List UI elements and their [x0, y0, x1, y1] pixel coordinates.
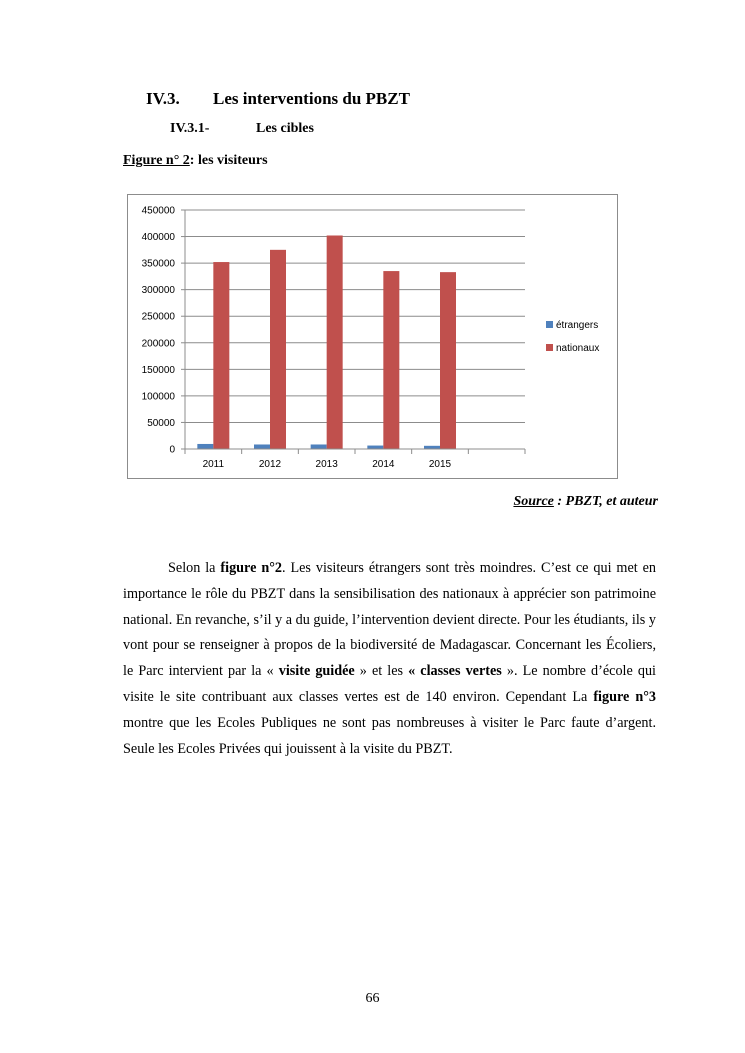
- bar-étrangers-2011: [197, 444, 213, 449]
- figure-caption: [123, 153, 268, 169]
- x-tick-label: 2012: [258, 459, 282, 470]
- page-number: 66: [365, 991, 380, 1006]
- figure-caption-text: : les visiteurs: [189, 153, 268, 168]
- subsection-title: Les cibles: [256, 121, 314, 136]
- figure-label: Figure n° 2: [123, 153, 190, 168]
- source-label: Source: [513, 494, 554, 509]
- y-tick-label: 0: [169, 444, 175, 456]
- y-tick-label: 300000: [141, 285, 175, 297]
- bar-étrangers-2014: [367, 446, 383, 449]
- figure-source: [513, 494, 658, 510]
- x-tick-label: 2011: [202, 459, 225, 470]
- legend-label-étrangers: étrangers: [556, 320, 599, 331]
- x-tick-label: 2015: [428, 459, 452, 470]
- bar-étrangers-2012: [254, 444, 270, 449]
- y-tick-label: 200000: [141, 338, 175, 350]
- y-tick-label: 250000: [141, 311, 175, 323]
- y-tick-label: 450000: [141, 205, 175, 217]
- y-tick-label: 350000: [141, 258, 175, 270]
- source-text: : PBZT, et auteur: [553, 494, 658, 509]
- x-tick-label: 2013: [315, 459, 338, 470]
- body-paragraph: [123, 556, 656, 762]
- legend-label-nationaux: nationaux: [556, 343, 600, 354]
- subsection-heading: [170, 121, 314, 137]
- y-tick-label: 150000: [141, 364, 175, 376]
- para-bold-1: figure n°2: [220, 560, 282, 576]
- legend-swatch-étrangers: [546, 321, 553, 328]
- bar-nationaux-2015: [440, 272, 456, 449]
- bar-nationaux-2011: [213, 262, 229, 449]
- para-bold-3: « classes vertes: [408, 663, 502, 680]
- y-tick-label: 50000: [147, 417, 175, 429]
- chart-canvas: [128, 195, 619, 480]
- bar-nationaux-2014: [383, 271, 399, 449]
- visitors-chart: [127, 194, 618, 479]
- para-text-5: montre que les Ecoles Publiques ne sont pas nombreuses à visiter le Parc faute d’argent. Seule les Ecoles Privées qui jouissent à la visite du PBZT.: [123, 714, 656, 757]
- section-heading: [146, 89, 410, 109]
- subsection-number: IV.3.1-: [170, 121, 210, 136]
- section-number: IV.3.: [146, 89, 180, 108]
- para-text-3: » et les: [354, 663, 409, 680]
- y-tick-label: 400000: [141, 232, 175, 244]
- bar-étrangers-2013: [311, 444, 327, 449]
- x-tick-label: 2014: [372, 459, 395, 470]
- para-bold-4: figure n°3: [593, 688, 656, 705]
- para-text-1: Selon la: [168, 560, 221, 576]
- bar-nationaux-2012: [270, 250, 286, 449]
- legend-swatch-nationaux: [546, 344, 553, 351]
- para-text-2: . Les visiteurs étrangers sont très moindres. C’est ce qui met en importance le rôle du PBZT dans la sensibilisation des nationaux à apprécier son patrimoine national. En revanche, s’il y a du guide, l’intervention devient directe. Pour les étudiants, ils y vont pour se renseigner à propos de la biodiversité de Madagascar. Concernant les Écoliers, le Parc intervient par la «: [123, 560, 657, 680]
- section-title: Les interventions du PBZT: [213, 89, 410, 108]
- para-bold-2: visite guidée: [278, 663, 355, 680]
- bar-nationaux-2013: [327, 235, 343, 449]
- y-tick-label: 100000: [141, 391, 175, 403]
- para-text-4: ». Le nombre d’école qui visite le site contribuant aux classes vertes est de 140 environ. Cependant La: [123, 663, 657, 705]
